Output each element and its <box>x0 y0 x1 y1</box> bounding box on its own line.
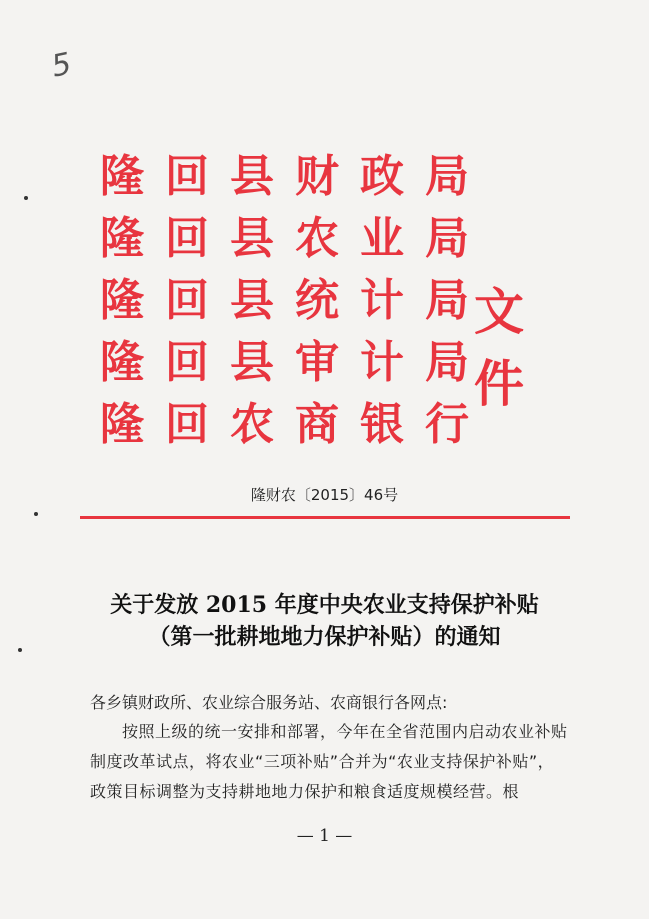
scan-speck <box>24 196 28 200</box>
body-paragraph: 按照上级的统一安排和部署，今年在全省范围内启动农业补贴制度改革试点，将农业“三项补贴”合并为“农业支持保护补贴”，政策目标调整为支持耕地地力保护和粮食适度规模经营。根 <box>90 722 568 801</box>
document-number: 隆财农〔2015〕46号 <box>250 486 399 504</box>
issuer-finance-bureau: 隆 回 县 财 政 局 <box>100 151 471 202</box>
handwritten-page-mark: 5 <box>48 46 75 85</box>
salutation: 各乡镇财政所、农业综合服务站、农商银行各网点: <box>90 693 448 712</box>
page-number: — 1 — <box>296 826 353 846</box>
issuer-agriculture-bureau: 隆 回 县 农 业 局 <box>100 213 471 264</box>
scan-speck <box>34 512 38 516</box>
document-title-line1: 关于发放 2015 年度中央农业支持保护补贴 <box>110 592 539 618</box>
issuer-audit-bureau: 隆 回 县 审 计 局 <box>100 337 471 388</box>
issuer-rural-commercial-bank: 隆 回 农 商 银 行 <box>100 399 471 450</box>
red-divider-line <box>80 516 570 519</box>
issuer-statistics-bureau: 隆 回 县 统 计 局 <box>100 275 471 326</box>
document-title-line2: （第一批耕地地力保护补贴）的通知 <box>148 624 501 650</box>
document-word: 文件 <box>474 283 526 413</box>
